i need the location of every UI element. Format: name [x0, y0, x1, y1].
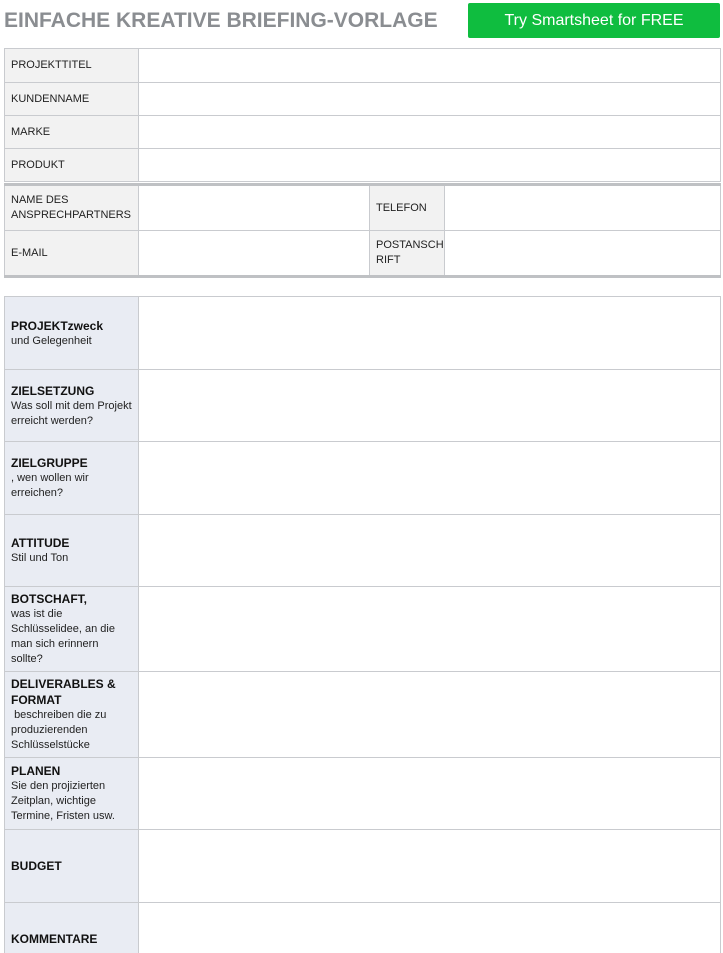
table-row	[5, 515, 721, 587]
brief-label-budget	[5, 830, 139, 903]
brief-subtext: Sie den projizierten Zeitplan, wichtige Termine, Fristen usw.	[11, 780, 115, 822]
table-row	[5, 758, 721, 830]
budget-field[interactable]	[139, 830, 721, 903]
table-row	[5, 116, 721, 149]
brief-heading: PLANEN	[11, 764, 61, 778]
table-row	[5, 370, 721, 442]
project-title-field[interactable]	[139, 49, 721, 83]
brief-heading: ZIELSETZUNG	[11, 383, 95, 398]
brief-label-schedule	[5, 758, 139, 830]
email-field[interactable]	[139, 231, 370, 277]
deliverables-field[interactable]	[139, 672, 721, 758]
phone-field[interactable]	[445, 185, 721, 231]
brief-label-objective	[5, 370, 139, 442]
brief-subtext: Was soll mit dem Projekt erreicht werden?	[11, 399, 135, 427]
brief-label-comments	[5, 903, 139, 953]
message-field[interactable]	[139, 587, 721, 672]
brief-label-attitude	[5, 515, 139, 587]
table-row	[5, 185, 721, 231]
table-row	[5, 149, 721, 182]
brief-heading: KOMMENTARE	[11, 931, 98, 946]
email-label: E-MAIL	[5, 231, 139, 277]
brief-label-deliverables	[5, 672, 139, 758]
phone-label: TELEFON	[370, 185, 445, 231]
table-row	[5, 672, 721, 758]
brief-label-purpose	[5, 297, 139, 370]
brief-heading: PROJEKTzweck	[11, 318, 104, 333]
objective-field[interactable]	[139, 370, 721, 442]
client-name-field[interactable]	[139, 83, 721, 116]
client-name-label: KUNDENNAME	[5, 83, 139, 116]
brief-label-audience	[5, 442, 139, 515]
brief-subtext: Stil und Ton	[11, 552, 69, 564]
page-title: EINFACHE KREATIVE BRIEFING-VORLAGE	[4, 9, 438, 32]
brief-heading: ATTITUDE	[11, 536, 70, 550]
table-row	[5, 903, 721, 953]
comments-field[interactable]	[139, 903, 721, 953]
brief-table	[4, 296, 721, 953]
project-title-label: PROJEKTTITEL	[5, 49, 139, 83]
postal-field[interactable]	[445, 231, 721, 277]
table-row	[5, 231, 721, 277]
try-smartsheet-button[interactable]: Try Smartsheet for FREE	[468, 3, 720, 38]
purpose-field[interactable]	[139, 297, 721, 370]
project-info-table	[4, 48, 721, 182]
attitude-field[interactable]	[139, 515, 721, 587]
contact-name-field[interactable]	[139, 185, 370, 231]
table-row	[5, 587, 721, 672]
brief-subtext: und Gelegenheit	[11, 334, 92, 347]
product-label: PRODUKT	[5, 149, 139, 182]
table-row	[5, 830, 721, 903]
schedule-field[interactable]	[139, 758, 721, 830]
postal-label: POSTANSCH RIFT	[370, 231, 445, 277]
brand-field[interactable]	[139, 116, 721, 149]
brief-subtext: was ist die Schlüsselidee, an die man sich erinnern sollte?	[11, 608, 119, 665]
brand-label: MARKE	[5, 116, 139, 149]
contact-info-table	[4, 183, 721, 278]
brief-subtext: , wen wollen wir erreichen?	[11, 472, 92, 499]
brief-subtext: beschreiben die zu produzierenden Schlüsselstücke	[11, 709, 110, 751]
table-row	[5, 442, 721, 515]
brief-heading: DELIVERABLES & FORMAT	[11, 677, 116, 707]
product-field[interactable]	[139, 149, 721, 182]
brief-heading: BUDGET	[11, 859, 62, 873]
table-row	[5, 83, 721, 116]
brief-heading: BOTSCHAFT,	[11, 592, 87, 606]
brief-label-message	[5, 587, 139, 672]
contact-name-label: NAME DES ANSPRECHPARTNERS	[5, 185, 139, 231]
audience-field[interactable]	[139, 442, 721, 515]
table-row	[5, 49, 721, 83]
brief-heading: ZIELGRUPPE	[11, 456, 88, 470]
table-row	[5, 297, 721, 370]
